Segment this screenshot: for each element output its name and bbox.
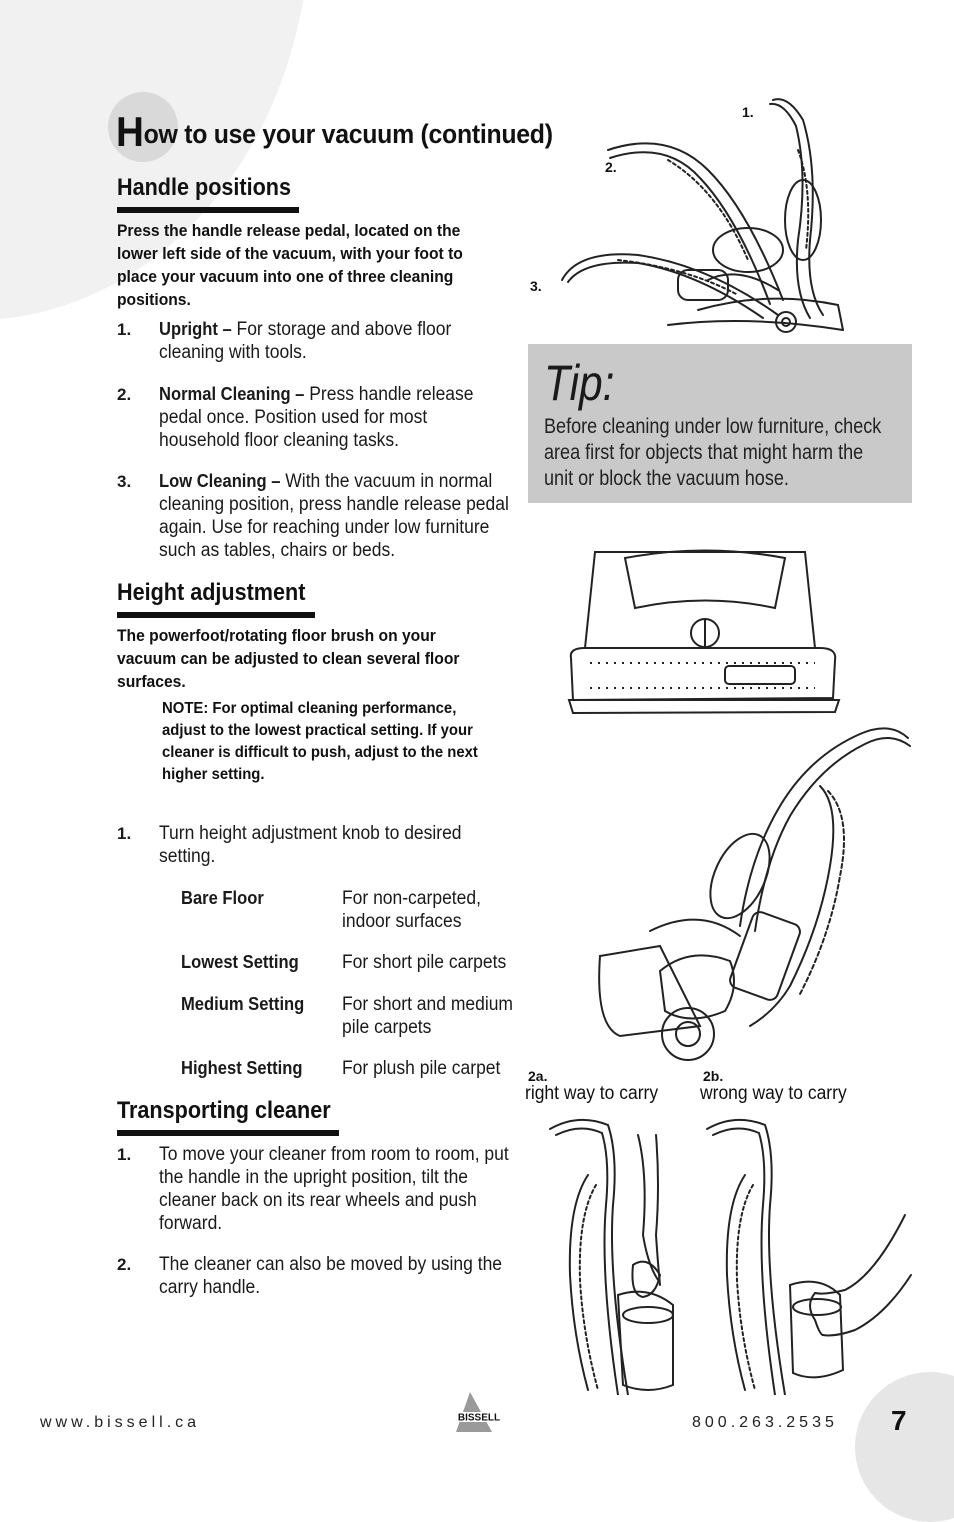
page-title-initial: H: [116, 108, 144, 155]
list-text: To move your cleaner from room to room, put the handle in the upright position, tilt the cleaner back on its rear wheels and push forward.: [159, 1144, 509, 1234]
list-text: Press handle release pedal once. Position used for most household floor cleaning tasks.: [159, 384, 474, 451]
page-title: [116, 108, 553, 156]
figure-label-2: 2.: [605, 159, 617, 175]
setting-desc: For short pile carpets: [342, 952, 507, 973]
height-adjustment-heading: Height adjustment: [117, 579, 306, 606]
handle-positions-intro: Press the handle release pedal, located on the lower left side of the vacuum, with your foot to place your vacuum into one of three cleaning positions.: [117, 221, 463, 309]
transporting-heading: Transporting cleaner: [117, 1097, 331, 1124]
setting-desc: For non-carpeted, indoor surfaces: [342, 888, 481, 932]
figure-label-3: 3.: [530, 278, 542, 294]
figure-label-2b: 2b.: [703, 1068, 724, 1084]
list-text: The cleaner can also be moved by using the carry handle.: [159, 1254, 503, 1298]
page-title-rest: ow to use your vacuum (continued): [143, 119, 553, 149]
list-number: 2.: [117, 1255, 132, 1274]
bissell-logo: [448, 1390, 510, 1434]
list-text: Turn height adjustment knob to desired setting.: [159, 823, 462, 867]
list-text: With the vacuum in normal cleaning position, press handle release pedal again. Use for reaching under low furniture such as tables, chairs or beds.: [159, 471, 509, 561]
height-adjustment-intro: The powerfoot/rotating floor brush on your vacuum can be adjusted to clean several floor surfaces.: [117, 626, 460, 691]
list-number: 3.: [117, 472, 132, 491]
vacuum-tilted-illustration: [590, 726, 915, 1066]
tip-box: [528, 344, 912, 503]
powerfoot-illustration: [565, 548, 845, 720]
setting-name: Medium Setting: [181, 994, 305, 1014]
page-number: 7: [891, 1405, 907, 1436]
tip-title: Tip:: [544, 355, 615, 411]
list-text: For storage and above floor cleaning with tools.: [159, 319, 452, 363]
tip-text: Before cleaning under low furniture, check area first for objects that might harm the unit or block the vacuum hose.: [544, 415, 882, 490]
figure-caption-2a: right way to carry: [525, 1083, 659, 1104]
list-number: 2.: [117, 385, 132, 404]
figure-label-1: 1.: [742, 104, 754, 120]
handle-positions-heading: Handle positions: [117, 174, 292, 201]
handle-positions-illustration: [548, 90, 848, 340]
footer-website: www.bissell.ca: [40, 1414, 201, 1431]
setting-name: Bare Floor: [181, 888, 264, 908]
wrong-way-carry-illustration: [705, 1115, 915, 1395]
list-term: Normal Cleaning –: [159, 384, 305, 404]
list-number: 1.: [117, 1145, 132, 1164]
list-term: Low Cleaning –: [159, 471, 281, 491]
logo-text: BISSELL: [457, 1412, 501, 1424]
list-term: Upright –: [159, 319, 232, 339]
setting-desc: For plush pile carpet: [342, 1058, 501, 1079]
right-way-carry-illustration: [548, 1115, 698, 1395]
footer-phone: 800.263.2535: [692, 1414, 838, 1431]
heading-underline: [117, 612, 315, 618]
heading-underline: [117, 1130, 339, 1136]
list-number: 1.: [117, 824, 132, 843]
setting-name: Highest Setting: [181, 1058, 303, 1078]
setting-name: Lowest Setting: [181, 952, 299, 972]
figure-caption-2b: wrong way to carry: [700, 1083, 847, 1104]
heading-underline: [117, 207, 299, 213]
setting-desc: For short and medium pile carpets: [342, 994, 513, 1038]
height-adjustment-note: NOTE: For optimal cleaning performance, adjust to the lowest practical setting. If your cleaner is difficult to push, adjust to the next higher setting.: [162, 700, 478, 783]
figure-label-2a: 2a.: [528, 1068, 548, 1084]
list-number: 1.: [117, 320, 132, 339]
